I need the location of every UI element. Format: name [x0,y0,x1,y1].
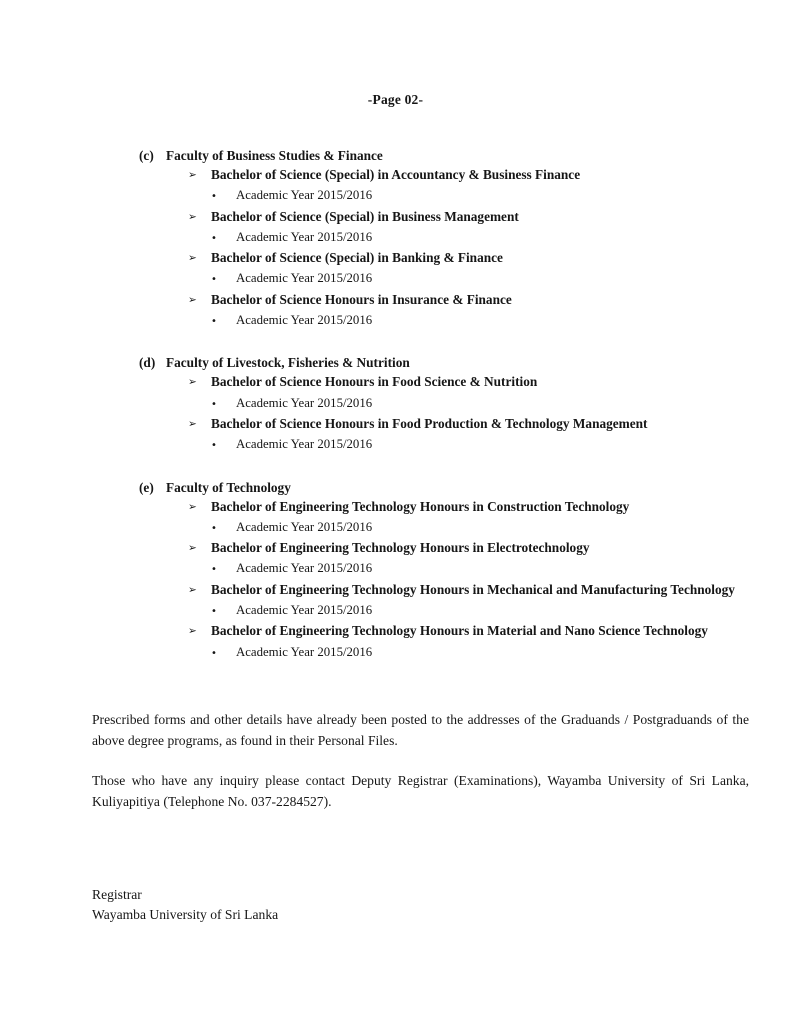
academic-year-item [211,518,749,538]
faculty-section [92,478,749,663]
arrow-bullet-icon: ➢ [188,500,197,513]
arrow-bullet-icon: ➢ [188,583,197,596]
dot-bullet-icon: • [211,564,217,576]
dot-bullet-icon: • [211,232,217,244]
degree-program-name: Bachelor of Science (Special) in Accountancy & Business Finance [211,167,581,182]
degree-program-name: Bachelor of Engineering Technology Honours in Material and Nano Science Technology [211,623,708,639]
arrow-bullet-icon: ➢ [188,376,197,389]
academic-year-label: Academic Year 2015/2016 [236,188,373,203]
academic-year-item [211,601,749,621]
arrow-bullet-icon: ➢ [188,542,197,555]
arrow-bullet-icon: ➢ [188,625,197,638]
academic-year-item [211,435,749,455]
faculty-heading [139,478,749,497]
faculty-name: Faculty of Livestock, Fisheries & Nutrition [166,355,410,371]
academic-year-label: Academic Year 2015/2016 [236,395,373,410]
dot-bullet-icon: • [211,316,217,328]
academic-year-item [211,311,749,331]
closing-paragraph-inquiry: Those who have any inquiry please contact Deputy Registrar (Examinations), Wayamba University of Sri Lanka, Kuliyapitiya (Telephone No. 037-2284527). [92,772,749,810]
signature-block [92,885,749,925]
document-body [92,146,749,925]
arrow-bullet-icon: ➢ [188,210,197,223]
academic-year-label: Academic Year 2015/2016 [236,519,373,534]
academic-year-item [211,394,749,414]
academic-year-label: Academic Year 2015/2016 [236,229,373,244]
arrow-bullet-icon: ➢ [188,252,197,265]
dot-bullet-icon: • [211,398,217,410]
dot-bullet-icon: • [211,274,217,286]
degree-program-name: Bachelor of Engineering Technology Honours in Construction Technology [211,498,630,514]
academic-year-item [211,228,749,248]
academic-year-label: Academic Year 2015/2016 [236,603,373,618]
degree-program-item [188,372,749,393]
dot-bullet-icon: • [211,647,217,659]
academic-year-item [211,559,749,579]
degree-program-name: Bachelor of Science (Special) in Banking & Finance [211,250,503,266]
dot-bullet-icon: • [211,191,217,203]
page-number-header: -Page 02- [367,92,424,107]
degree-program-item [188,414,749,435]
academic-year-label: Academic Year 2015/2016 [236,644,373,659]
academic-year-item [211,643,749,663]
faculty-list-marker: (d) [139,355,156,371]
faculty-section [92,353,749,455]
degree-program-item [188,621,749,642]
degree-program-name: Bachelor of Science Honours in Insurance & Finance [211,291,512,307]
closing-notes [92,709,749,813]
faculty-sections-list [92,146,749,663]
academic-year-label: Academic Year 2015/2016 [236,561,373,576]
faculty-name: Faculty of Business Studies & Finance [166,148,383,163]
arrow-bullet-icon: ➢ [188,417,197,430]
degree-program-name: Bachelor of Engineering Technology Honours in Electrotechnology [211,540,590,556]
faculty-heading [139,353,749,372]
academic-year-label: Academic Year 2015/2016 [236,271,373,286]
arrow-bullet-icon: ➢ [188,293,197,306]
academic-year-label: Academic Year 2015/2016 [236,437,373,452]
degree-program-item [188,248,749,269]
academic-year-label: Academic Year 2015/2016 [236,313,373,328]
degree-program-item [188,207,749,228]
dot-bullet-icon: • [211,522,217,534]
faculty-list-marker: (c) [139,148,154,163]
degree-program-item [188,165,749,186]
faculty-name: Faculty of Technology [166,479,291,495]
degree-program-name: Bachelor of Science Honours in Food Production & Technology Management [211,415,648,431]
degree-program-item [188,290,749,311]
arrow-bullet-icon: ➢ [188,169,197,181]
signature-organization: Wayamba University of Sri Lanka [92,906,279,922]
faculty-list-marker: (e) [139,479,154,495]
dot-bullet-icon: • [211,440,217,452]
degree-program-name: Bachelor of Science (Special) in Business Management [211,208,519,224]
degree-program-item [188,538,749,559]
signature-title: Registrar [92,886,142,902]
degree-program-item [188,580,749,601]
academic-year-item [211,269,749,289]
closing-paragraph-forms: Prescribed forms and other details have already been posted to the addresses of the Graduands / Postgraduands of the above degree programs, as found in their Personal Files. [92,711,749,749]
faculty-heading [139,146,749,165]
degree-program-item [188,497,749,518]
degree-program-name: Bachelor of Engineering Technology Honours in Mechanical and Manufacturing Technology [211,581,735,597]
academic-year-item [211,186,749,206]
degree-program-name: Bachelor of Science Honours in Food Science & Nutrition [211,374,538,390]
faculty-section [92,146,749,331]
dot-bullet-icon: • [211,606,217,618]
